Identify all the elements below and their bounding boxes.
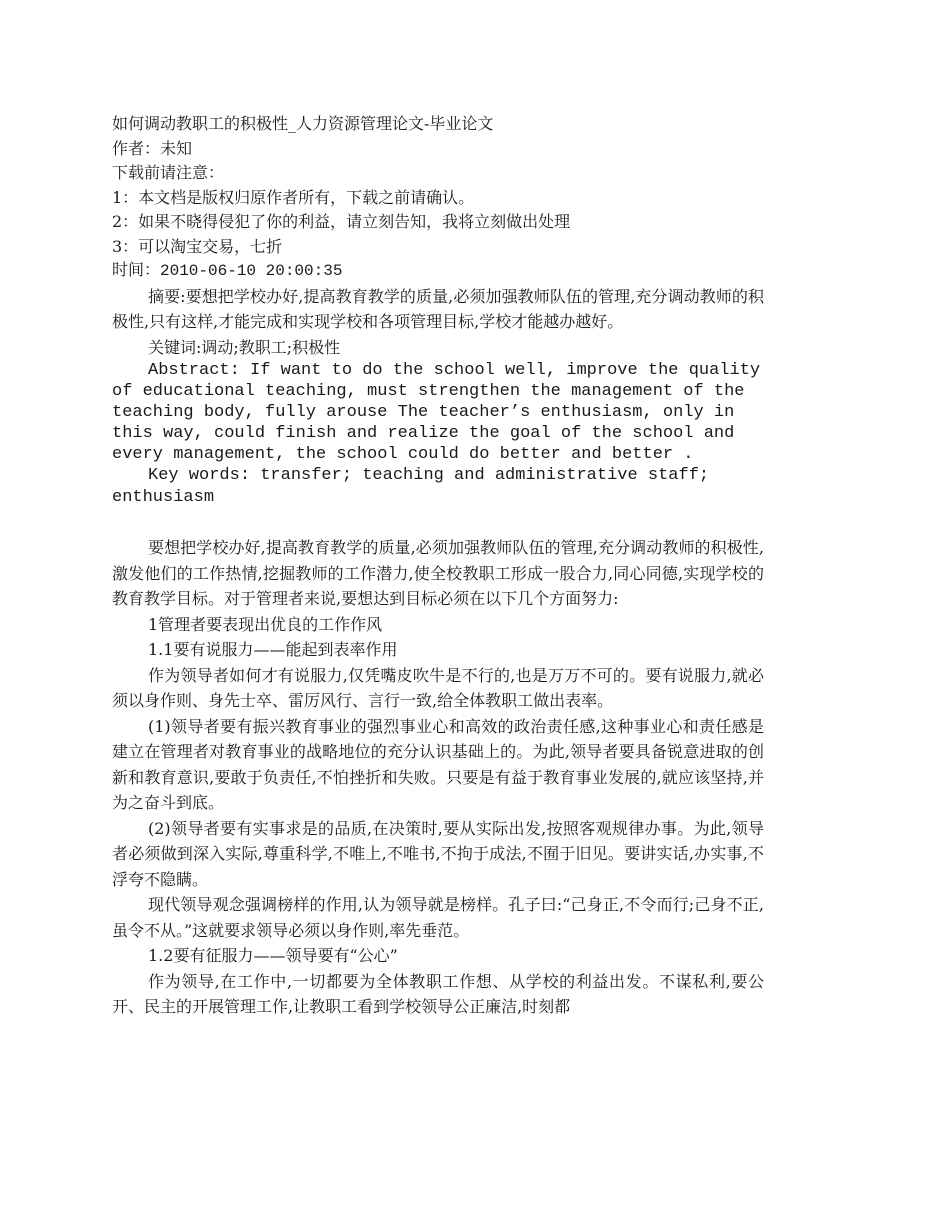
keywords-english: Key words: transfer; teaching and administrative staff; enthusiasm [112, 466, 710, 507]
document-page [112, 112, 764, 1020]
body-paragraph: 作为领导,在工作中,一切都要为全体教职工作想、从学校的利益出发。不谋私利,要公开、民主的开展管理工作,让教职工看到学校领导公正廉洁,时刻都 [112, 971, 764, 1016]
document-title: 如何调动教职工的积极性_人力资源管理论文-毕业论文 [112, 114, 494, 133]
subsection-heading: 1.1要有说服力——能起到表率作用 [148, 640, 398, 659]
notice-item: 3：可以淘宝交易，七折 [112, 236, 283, 256]
abstract-english: Abstract: If want to do the school well, improve the quality of educational teaching, must strengthen the management of the teaching body, fully arouse The teacher’s enthusiasm, only in this way, could finish and realize the goal of the school and every management, the school could do better and better . [112, 361, 761, 464]
notice-header: 下载前请注意： [112, 163, 225, 182]
section-gap [112, 509, 764, 535]
abstract-chinese: 摘要:要想把学校办好,提高教育教学的质量,必须加强教师队伍的管理,充分调动教师的积极性,只有这样,才能完成和实现学校和各项管理目标,学校才能越办越好。 [112, 286, 764, 331]
section-heading: 1管理者要表现出优良的工作作风 [148, 614, 383, 634]
body-paragraph: 现代领导观念强调榜样的作用,认为领导就是榜样。孔子曰:“己身正,不令而行;己身不正,虽令不从。”这就要求领导必须以身作则,率先垂范。 [112, 895, 764, 940]
body-paragraph: 要想把学校办好,提高教育教学的质量,必须加强教师队伍的管理,充分调动教师的积极性,激发他们的工作热情,挖掘教师的工作潜力,使全校教职工形成一股合力,同心同德,实现学校的教育教学目标。对于管理者来说,要想达到目标必须在以下几个方面努力: [112, 538, 764, 608]
notice-item: 2：如果不晓得侵犯了你的利益，请立刻告知，我将立刻做出处理 [112, 212, 571, 231]
body-paragraph: (1)领导者要有振兴教育事业的强烈事业心和高效的政治责任感,这种事业心和责任感是建立在管理者对教育事业的战略地位的充分认识基础上的。为此,领导者要具备锐意进取的创新和教育意识,要敢于负责任,不怕挫折和失败。只要是有益于教育事业发展的,就应该坚持,并为之奋斗到底。 [112, 716, 764, 812]
subsection-heading: 1.2要有征服力——领导要有“公心” [148, 946, 398, 965]
body-paragraph: (2)领导者要有实事求是的品质,在决策时,要从实际出发,按照客观规律办事。为此,领导者必须做到深入实际,尊重科学,不唯上,不唯书,不拘于成法,不囿于旧见。要讲实话,办实事,不浮夸不隐瞒。 [112, 818, 764, 889]
author-line: 作者：未知 [112, 138, 193, 158]
body-paragraph: 作为领导者如何才有说服力,仅凭嘴皮吹牛是不行的,也是万万不可的。要有说服力,就必须以身作则、身先士卒、雷厉风行、言行一致,给全体教职工做出表率。 [112, 665, 764, 710]
timestamp-line: 时间：2010-06-10 20:00:35 [112, 262, 343, 280]
notice-item: 1：本文档是版权归原作者所有，下载之前请确认。 [112, 187, 475, 207]
keywords-chinese: 关键词:调动;教职工;积极性 [148, 337, 341, 357]
